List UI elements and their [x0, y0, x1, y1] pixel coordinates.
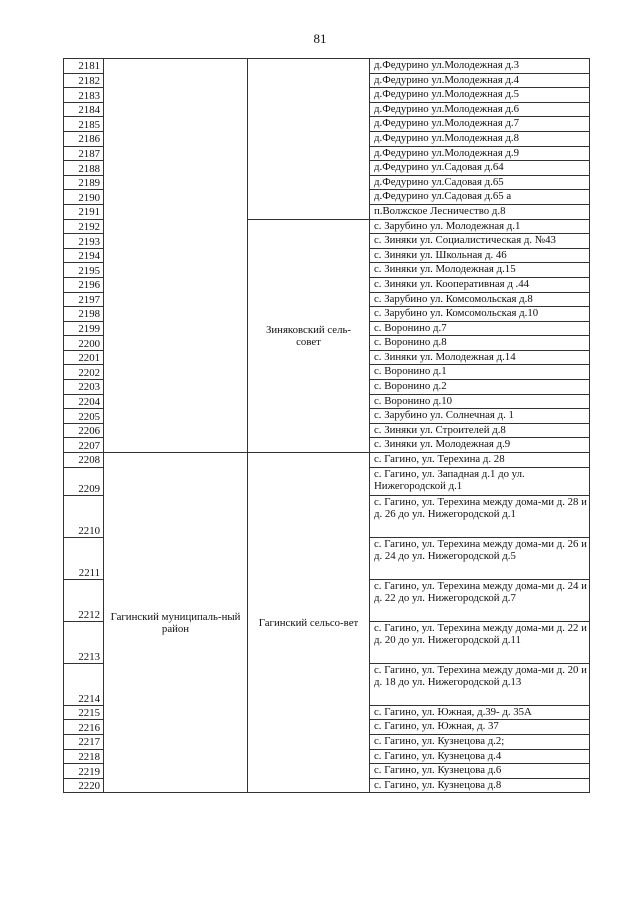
address-cell: д.Федурино ул.Молодежная д.7	[370, 117, 590, 132]
address-table	[63, 58, 590, 793]
row-number: 2188	[64, 161, 104, 176]
address-cell: д.Федурино ул.Молодежная д.8	[370, 131, 590, 146]
row-number: 2219	[64, 764, 104, 779]
district-cell: Гагинский муниципаль-ный район	[104, 453, 248, 793]
row-number: 2198	[64, 307, 104, 322]
row-number: 2208	[64, 453, 104, 468]
table-row	[64, 59, 590, 74]
row-number: 2206	[64, 423, 104, 438]
address-cell: с. Гагино, ул. Терехина между дома-ми д. 28 и д. 26 до ул. Нижегородской д.1	[370, 495, 590, 537]
row-number: 2192	[64, 219, 104, 234]
row-number: 2186	[64, 131, 104, 146]
address-cell: с. Воронино д.8	[370, 336, 590, 351]
row-number: 2213	[64, 621, 104, 663]
row-number: 2212	[64, 579, 104, 621]
address-cell: с. Зиняки ул. Кооперативная д .44	[370, 277, 590, 292]
address-cell: с. Зиняки ул. Строителей д.8	[370, 423, 590, 438]
row-number: 2216	[64, 720, 104, 735]
row-number: 2215	[64, 705, 104, 720]
address-cell: с. Воронино д.1	[370, 365, 590, 380]
address-cell: с. Гагино, ул. Кузнецова д.6	[370, 764, 590, 779]
address-cell: с. Гагино, ул. Южная, д.39- д. 35А	[370, 705, 590, 720]
row-number: 2195	[64, 263, 104, 278]
address-cell: д.Федурино ул.Молодежная д.3	[370, 59, 590, 74]
row-number: 2207	[64, 438, 104, 453]
address-cell: д.Федурино ул.Садовая д.65	[370, 175, 590, 190]
row-number: 2209	[64, 467, 104, 495]
row-number: 2204	[64, 394, 104, 409]
row-number: 2189	[64, 175, 104, 190]
row-number: 2218	[64, 749, 104, 764]
row-number: 2191	[64, 204, 104, 219]
row-number: 2214	[64, 663, 104, 705]
address-cell: с. Воронино д.7	[370, 321, 590, 336]
district-cell	[104, 59, 248, 453]
row-number: 2200	[64, 336, 104, 351]
address-cell: с. Зарубино ул. Комсомольская д.10	[370, 307, 590, 322]
address-cell: с. Зарубино ул. Молодежная д.1	[370, 219, 590, 234]
row-number: 2220	[64, 778, 104, 793]
address-cell: д.Федурино ул.Молодежная д.6	[370, 102, 590, 117]
row-number: 2197	[64, 292, 104, 307]
council-cell	[248, 59, 370, 220]
address-table-body	[64, 59, 590, 793]
address-cell: п.Волжское Лесничество д.8	[370, 204, 590, 219]
address-cell: д.Федурино ул.Садовая д.64	[370, 161, 590, 176]
address-cell: д.Федурино ул.Молодежная д.9	[370, 146, 590, 161]
row-number: 2205	[64, 409, 104, 424]
address-cell: с. Гагино, ул. Терехина д. 28	[370, 453, 590, 468]
council-cell: Гагинский сельсо-вет	[248, 453, 370, 793]
row-number: 2184	[64, 102, 104, 117]
address-cell: с. Гагино, ул. Терехина между дома-ми д. 20 и д. 18 до ул. Нижегородской д.13	[370, 663, 590, 705]
row-number: 2199	[64, 321, 104, 336]
address-cell: с. Зиняки ул. Молодежная д.9	[370, 438, 590, 453]
address-cell: с. Зарубино ул. Солнечная д. 1	[370, 409, 590, 424]
address-cell: с. Гагино, ул. Западная д.1 до ул. Нижегородской д.1	[370, 467, 590, 495]
address-cell: с. Гагино, ул. Терехина между дома-ми д. 26 и д. 24 до ул. Нижегородской д.5	[370, 537, 590, 579]
address-cell: д.Федурино ул.Садовая д.65 а	[370, 190, 590, 205]
address-cell: с. Зиняки ул. Социалистическая д. №43	[370, 234, 590, 249]
row-number: 2202	[64, 365, 104, 380]
address-cell: д.Федурино ул.Молодежная д.5	[370, 88, 590, 103]
table-row	[64, 453, 590, 468]
address-cell: с. Гагино, ул. Кузнецова д.4	[370, 749, 590, 764]
row-number: 2217	[64, 735, 104, 750]
row-number: 2182	[64, 73, 104, 88]
row-number: 2193	[64, 234, 104, 249]
address-cell: с. Гагино, ул. Кузнецова д.2;	[370, 735, 590, 750]
address-cell: с. Воронино д.2	[370, 380, 590, 395]
council-cell: Зиняковский сель-совет	[248, 219, 370, 453]
address-cell: с. Воронино д.10	[370, 394, 590, 409]
address-cell: с. Гагино, ул. Терехина между дома-ми д. 24 и д. 22 до ул. Нижегородской д.7	[370, 579, 590, 621]
row-number: 2196	[64, 277, 104, 292]
address-cell: с. Зиняки ул. Молодежная д.15	[370, 263, 590, 278]
address-cell: с. Зарубино ул. Комсомольская д.8	[370, 292, 590, 307]
row-number: 2201	[64, 350, 104, 365]
row-number: 2190	[64, 190, 104, 205]
row-number: 2181	[64, 59, 104, 74]
page-number: 81	[313, 31, 327, 46]
row-number: 2183	[64, 88, 104, 103]
row-number: 2211	[64, 537, 104, 579]
row-number: 2187	[64, 146, 104, 161]
row-number: 2194	[64, 248, 104, 263]
address-cell: с. Зиняки ул. Школьная д. 46	[370, 248, 590, 263]
row-number: 2210	[64, 495, 104, 537]
address-cell: д.Федурино ул.Молодежная д.4	[370, 73, 590, 88]
row-number: 2185	[64, 117, 104, 132]
row-number: 2203	[64, 380, 104, 395]
address-cell: с. Гагино, ул. Кузнецова д.8	[370, 778, 590, 793]
address-cell: с. Зиняки ул. Молодежная д.14	[370, 350, 590, 365]
address-cell: с. Гагино, ул. Терехина между дома-ми д. 22 и д. 20 до ул. Нижегородской д.11	[370, 621, 590, 663]
address-cell: с. Гагино, ул. Южная, д. 37	[370, 720, 590, 735]
